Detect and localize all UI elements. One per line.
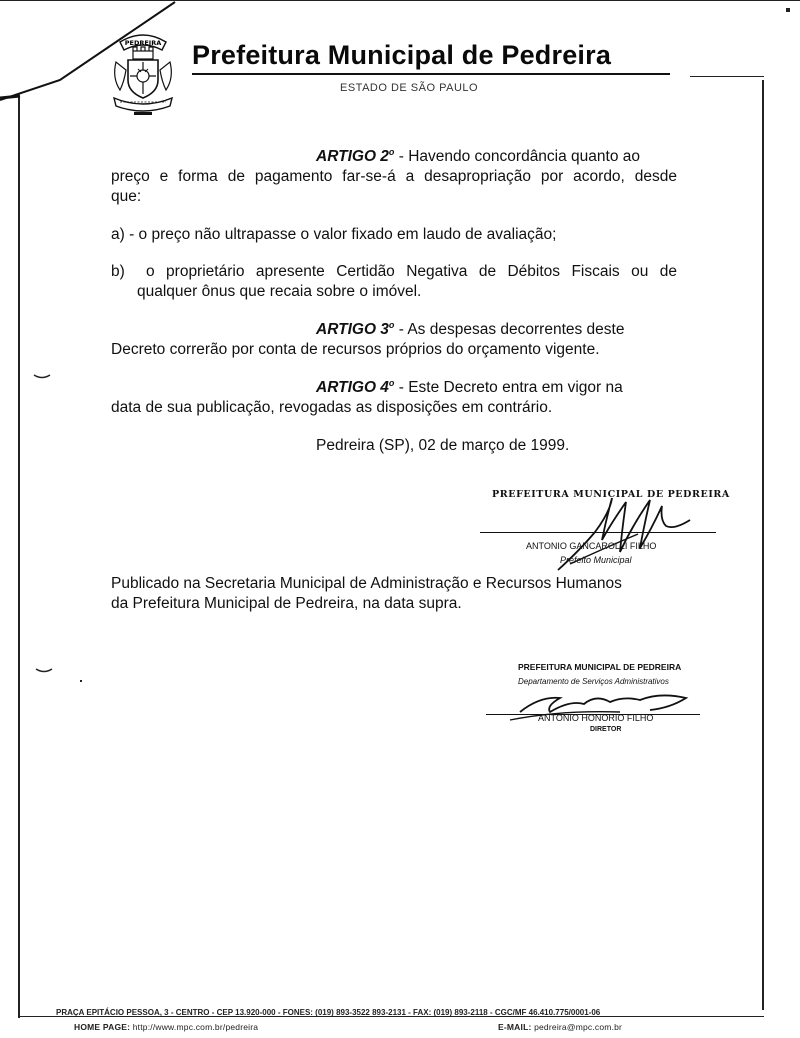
frame-left-line: [18, 96, 20, 1018]
artigo-4-continuation: data de sua publicação, revogadas as disposições em contrário.: [111, 399, 553, 416]
mayor-name: ANTONIO GANCAROLLI FILHO: [526, 541, 657, 551]
artigo-4-line: [316, 378, 677, 398]
director-stamp-title: PREFEITURA MUNICIPAL DE PEDREIRA: [518, 662, 682, 672]
artigo-3-line: [316, 320, 677, 340]
mayor-stamp-title: PREFEITURA MUNICIPAL DE PEDREIRA: [492, 489, 730, 500]
artigo-3-continuation: Decreto correrão por conta de recursos próprios do orçamento vigente.: [111, 341, 600, 358]
director-role: DIRETOR: [590, 726, 622, 733]
artigo-2-label: ARTIGO 2$^o$: [316, 146, 395, 165]
publicado-line-1: Publicado na Secretaria Municipal de Administração e Recursos Humanos: [111, 575, 622, 592]
page-title: Prefeitura Municipal de Pedreira: [192, 40, 612, 70]
footer-homepage: [74, 1022, 258, 1032]
crest-ribbon-text: PEDREIRA: [124, 39, 162, 47]
artigo-4-label: ARTIGO 4$^o$: [316, 377, 395, 396]
page-subtitle: ESTADO DE SÃO PAULO: [340, 82, 479, 94]
frame-right-line: [762, 80, 764, 1010]
coat-of-arms-icon: [106, 28, 180, 118]
artigo-2-continuation: preço e forma de pagamento far-se-á a desapropriação por acordo, desde: [111, 168, 677, 185]
frame-top-right-line: [690, 76, 764, 77]
footer-homepage-label: HOME PAGE:: [74, 1022, 131, 1032]
mayor-signature: [540, 490, 720, 580]
artigo-2-text: - Havendo concordância quanto ao: [394, 148, 641, 165]
item-b-marker: b): [111, 263, 125, 280]
artigo-3-text: - As despesas decorrentes deste: [394, 321, 625, 338]
director-department: Departamento de Serviços Administrativos: [518, 677, 669, 686]
director-name: ANTONIO HONORIO FILHO: [538, 713, 654, 723]
footer-address: PRAÇA EPITÁCIO PESSOA, 3 - CENTRO - CEP 13.920-000 - FONES: (019) 893-3522 893-2131 - FAX: (019) 893-2118 - CGC/MF 46.410.775/0001-06: [56, 1008, 601, 1017]
item-b-line2: qualquer ônus que recaia sobre o imóvel.: [137, 283, 422, 300]
title-underline: [192, 73, 670, 75]
artigo-3-label: ARTIGO 3$^o$: [316, 319, 395, 338]
artigo-4-text: - Este Decreto entra em vigor na: [394, 379, 623, 396]
footer-email: [498, 1022, 622, 1032]
item-a: a) - o preço não ultrapasse o valor fixado em laudo de avaliação;: [111, 226, 557, 243]
publicado-line-2: da Prefeitura Municipal de Pedreira, na data supra.: [111, 595, 462, 612]
date-line: Pedreira (SP), 02 de março de 1999.: [316, 437, 570, 454]
footer-email-label: E-MAIL:: [498, 1022, 532, 1032]
footer-homepage-url[interactable]: http://www.mpc.com.br/pedreira: [132, 1022, 259, 1032]
footer-email-address[interactable]: pedreira@mpc.com.br: [534, 1022, 623, 1032]
scan-mark: [32, 372, 52, 382]
item-b-line1: o proprietário apresente Certidão Negativa de Débitos Fiscais ou de: [146, 263, 677, 280]
scan-speck: [786, 8, 790, 12]
director-signature: [500, 682, 700, 728]
scan-mark: [34, 666, 54, 676]
artigo-2-line: [316, 147, 676, 167]
mayor-role: Prefeito Municipal: [560, 555, 632, 565]
scan-speck: [80, 680, 82, 682]
artigo-2-tail: que:: [111, 188, 142, 205]
